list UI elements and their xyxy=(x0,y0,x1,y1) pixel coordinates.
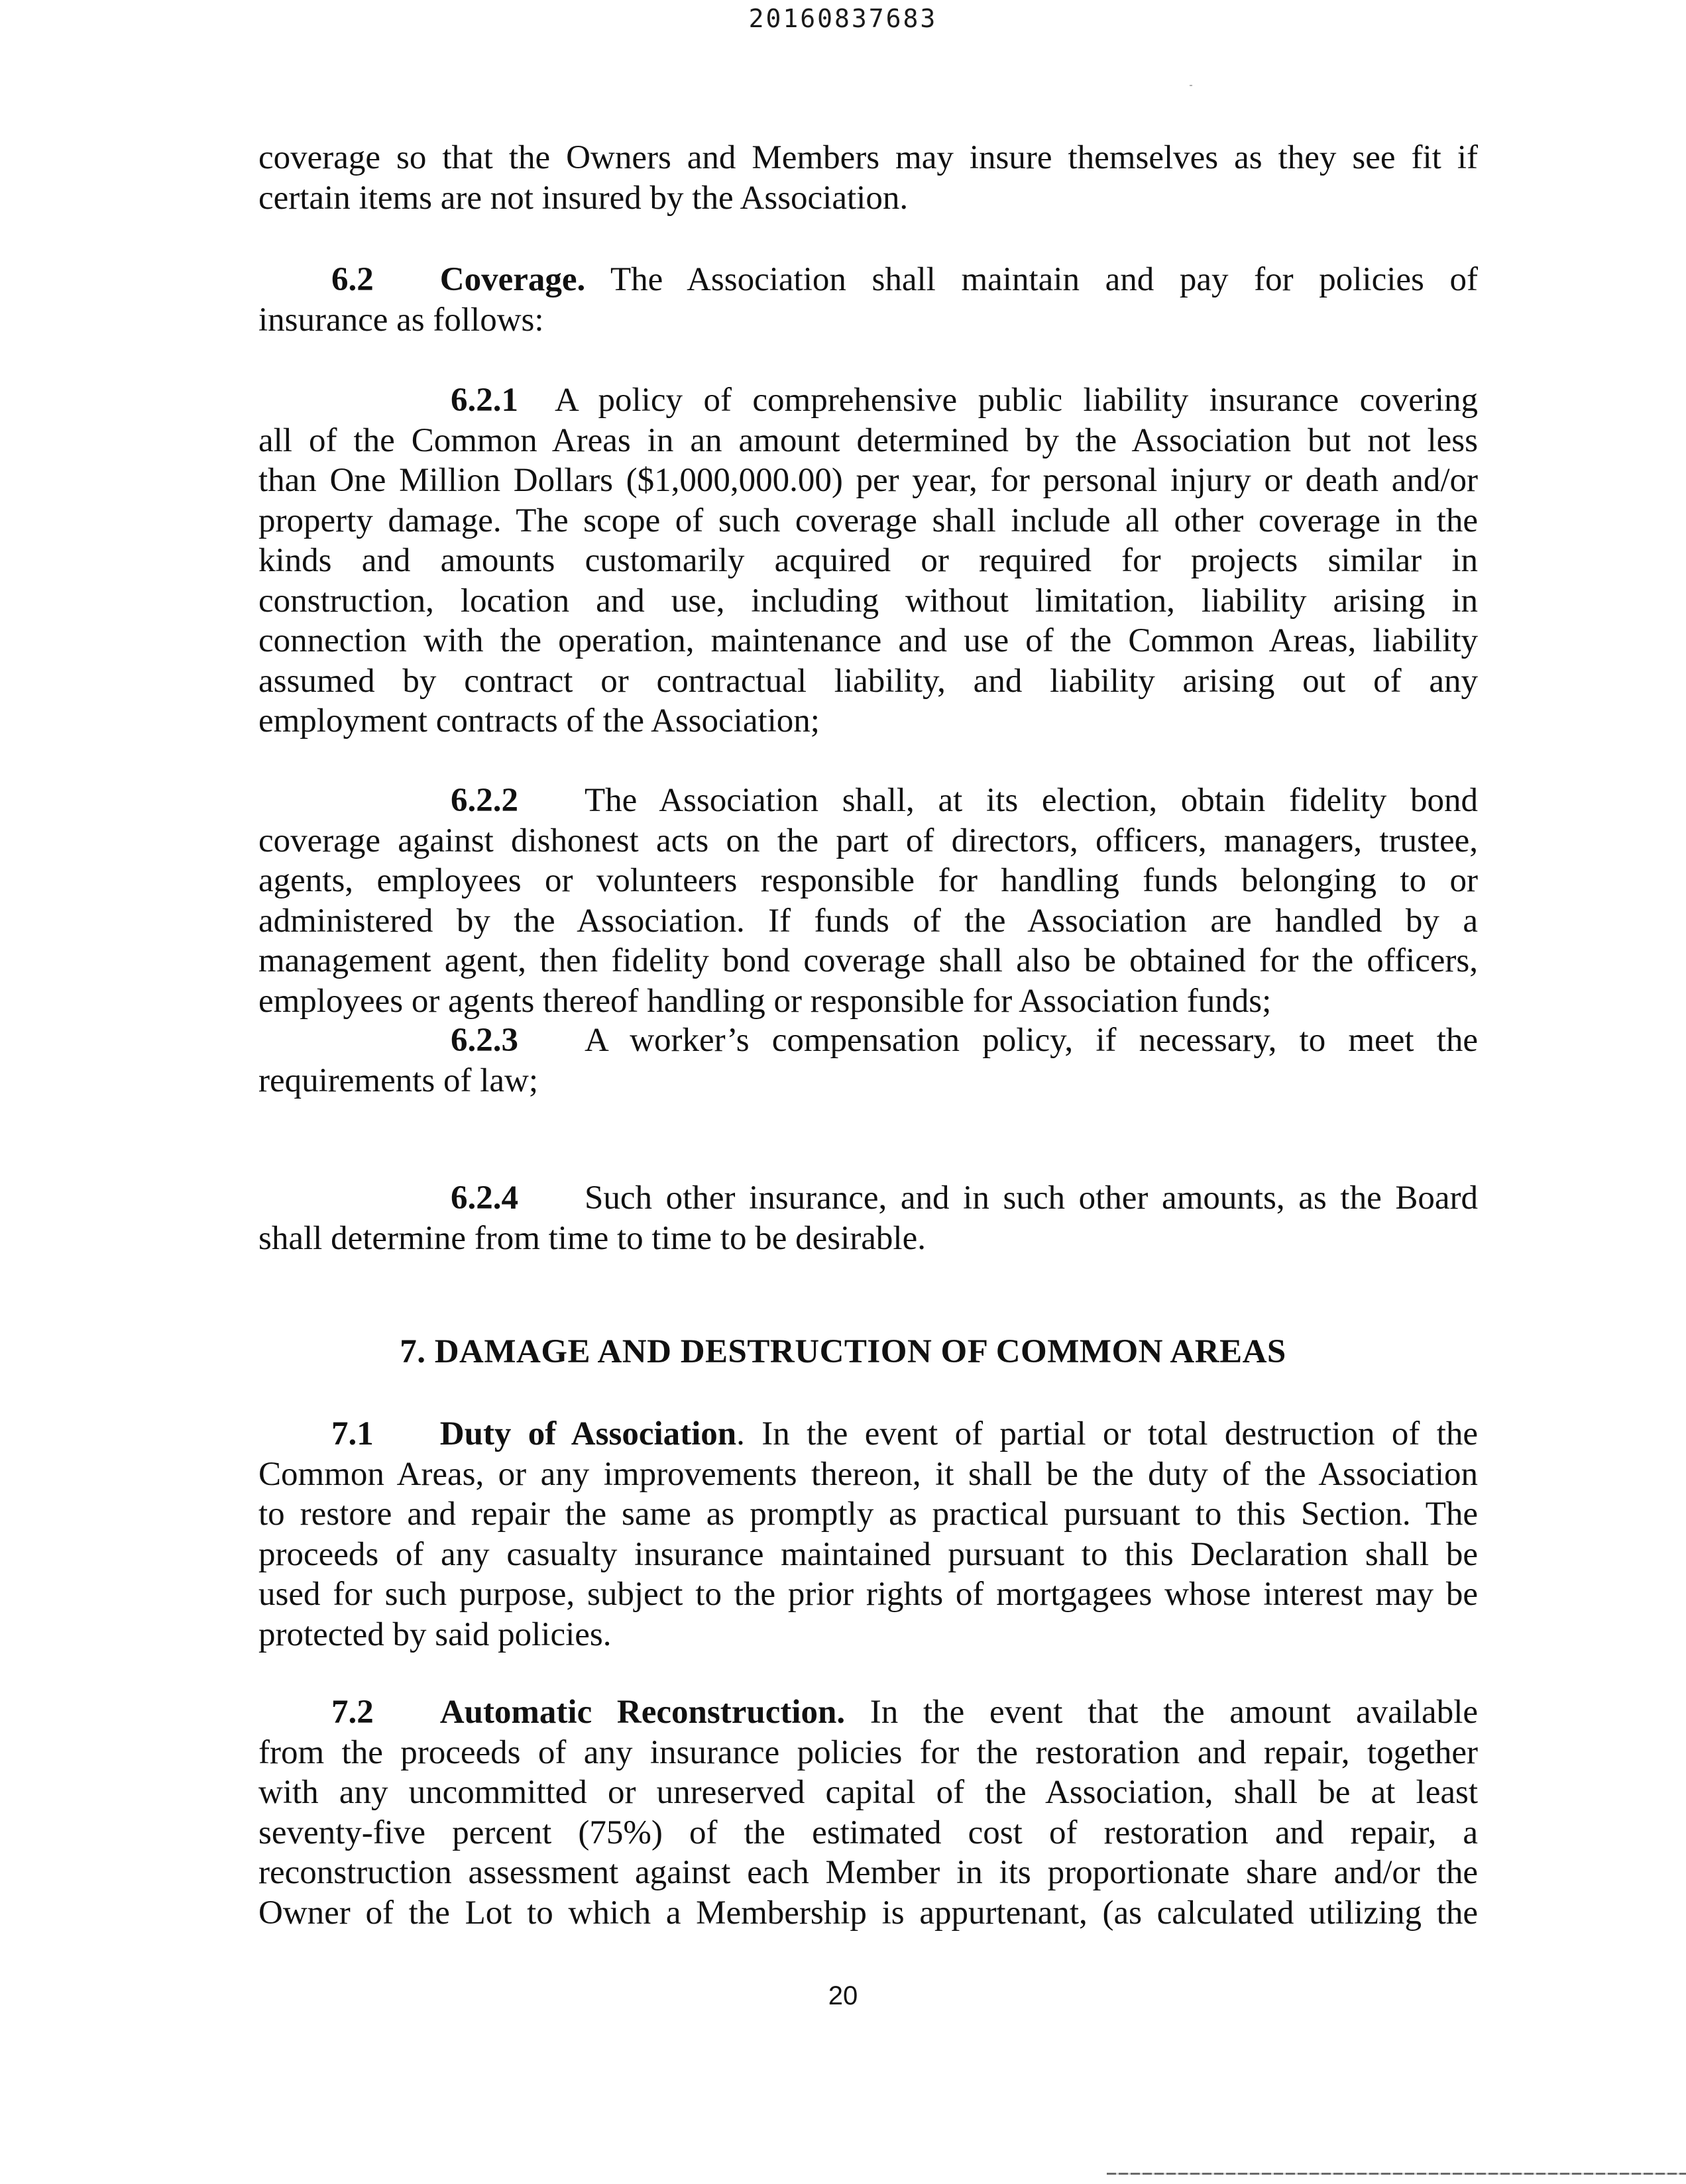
text-line: from the proceeds of any insurance policies for the restoration and repair, together xyxy=(258,1733,1478,1771)
page-number: 20 xyxy=(828,1981,858,2010)
section-text: A policy of comprehensive public liability insurance covering xyxy=(555,382,1478,419)
text-line: to restore and repair the same as promptly as practical pursuant to this Section. The xyxy=(258,1496,1478,1533)
section-6-2-4 xyxy=(258,1178,1478,1258)
section-number: 7.2 xyxy=(331,1694,374,1731)
section-7-2 xyxy=(258,1692,1478,1933)
text-line: seventy-five percent (75%) of the estimated cost of restoration and repair, a xyxy=(258,1814,1478,1851)
text-line xyxy=(258,1692,1478,1733)
section-6-2-3 xyxy=(258,1020,1478,1101)
section-title: Automatic Reconstruction. xyxy=(439,1694,846,1731)
text-line: management agent, then fidelity bond coverage shall also be obtained for the officers, xyxy=(258,942,1478,979)
section-text: Such other insurance, and in such other amounts, as the Board xyxy=(585,1179,1478,1217)
text-line: Owner of the Lot to which a Membership is appurtenant, (as calculated utilizing the xyxy=(258,1894,1478,1932)
text-line xyxy=(258,1178,1478,1219)
text-line: assumed by contract or contractual liability, and liability arising out of any xyxy=(258,662,1478,700)
section-text: The Association shall maintain and pay for policies of xyxy=(610,261,1478,298)
text-line: coverage against dishonest acts on the part of directors, officers, managers, trustee, xyxy=(258,822,1478,859)
section-7-heading: 7. DAMAGE AND DESTRUCTION OF COMMON AREAS xyxy=(400,1333,1286,1370)
section-6-2 xyxy=(258,260,1478,340)
text-line: certain items are not insured by the Association. xyxy=(258,179,909,217)
scan-edge-line xyxy=(1107,2173,1686,2175)
text-line xyxy=(258,260,1478,300)
section-text: The Association shall, at its election, obtain fidelity bond xyxy=(585,782,1478,819)
section-number: 6.2.4 xyxy=(451,1179,518,1217)
text-line: than One Million Dollars ($1,000,000.00) per year, for personal injury or death and/or xyxy=(258,462,1478,499)
text-line: agents, employees or volunteers responsible for handling funds belonging to or xyxy=(258,862,1478,899)
text-line: requirements of law; xyxy=(258,1062,539,1099)
text-line: kinds and amounts customarily acquired or required for projects similar in xyxy=(258,542,1478,579)
scan-speck xyxy=(1190,85,1192,86)
section-text: In the event that the amount available xyxy=(870,1694,1478,1731)
text-line: protected by said policies. xyxy=(258,1615,612,1653)
text-line: used for such purpose, subject to the prior rights of mortgagees whose interest may be xyxy=(258,1576,1478,1613)
section-title: Coverage. xyxy=(439,261,586,298)
section-number: 6.2 xyxy=(331,261,374,298)
text-line: administered by the Association. If funds of the Association are handled by a xyxy=(258,902,1478,940)
text-line: coverage so that the Owners and Members may insure themselves as they see fit if xyxy=(258,139,1478,176)
text-line: shall determine from time to time to be desirable. xyxy=(258,1219,926,1257)
text-line: construction, location and use, including without limitation, liability arising in xyxy=(258,582,1478,620)
text-line: proceeds of any casualty insurance maintained pursuant to this Declaration shall be xyxy=(258,1535,1478,1573)
section-number: 6.2.1 xyxy=(451,382,518,419)
text-line: employment contracts of the Association; xyxy=(258,702,820,739)
text-line: insurance as follows: xyxy=(258,301,544,339)
text-line: reconstruction assessment against each Member in its proportionate share and/or the xyxy=(258,1854,1478,1891)
text-line xyxy=(258,380,1478,421)
section-6-2-2 xyxy=(258,781,1478,1021)
text-line: all of the Common Areas in an amount determined by the Association but not less xyxy=(258,421,1478,459)
document-number: 20160837683 xyxy=(748,4,938,33)
text-line xyxy=(258,781,1478,821)
section-number: 6.2.2 xyxy=(451,782,518,819)
section-6-2-1 xyxy=(258,380,1478,741)
text-line xyxy=(258,1414,1478,1454)
section-title: Duty of Association xyxy=(439,1415,737,1452)
text-line: employees or agents thereof handling or responsible for Association funds; xyxy=(258,982,1272,1020)
text-line: Common Areas, or any improvements thereon, it shall be the duty of the Association xyxy=(258,1455,1478,1493)
text-line xyxy=(258,1020,1478,1061)
section-text: A worker’s compensation policy, if necessary, to meet the xyxy=(585,1022,1478,1059)
section-7-1 xyxy=(258,1414,1478,1655)
text-line: with any uncommitted or unreserved capital of the Association, shall be at least xyxy=(258,1774,1478,1811)
section-number: 7.1 xyxy=(331,1415,374,1452)
intro-paragraph xyxy=(258,138,1478,218)
section-number: 6.2.3 xyxy=(451,1022,518,1059)
text-line: property damage. The scope of such coverage shall include all other coverage in the xyxy=(258,502,1478,539)
section-text: . In the event of partial or total destruction of the xyxy=(736,1415,1478,1452)
text-line: connection with the operation, maintenance and use of the Common Areas, liability xyxy=(258,622,1478,659)
